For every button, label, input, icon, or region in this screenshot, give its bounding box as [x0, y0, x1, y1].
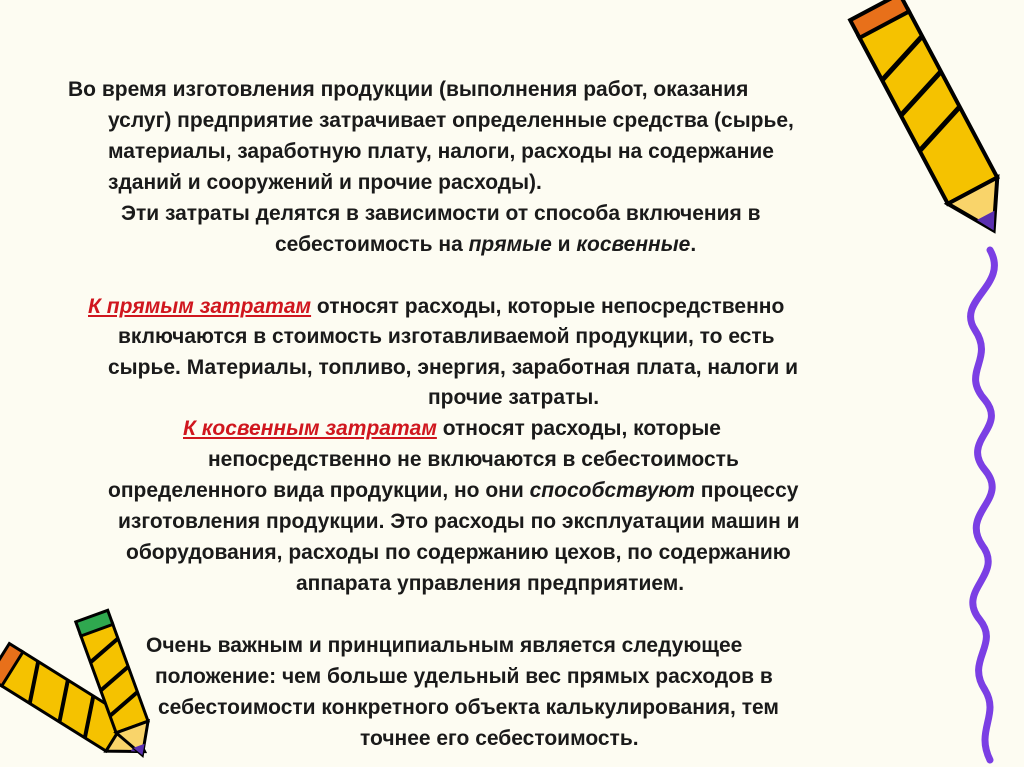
- text-line: оборудования, расходы по содержанию цехов, по содержанию: [126, 541, 791, 564]
- text-line: Эти затраты делятся в зависимости от способа включения в: [121, 202, 761, 225]
- text-line: зданий и сооружений и прочие расходы).: [108, 171, 542, 194]
- text-line: непосредственно не включаются в себестоимость: [208, 448, 739, 471]
- indirect-costs-line: К косвенным затратам относят расходы, которые: [183, 417, 721, 440]
- text-line: положение: чем больше удельный вес прямых расходов в: [155, 665, 773, 688]
- text-line: определенного вида продукции, но они способствуют процессу: [108, 479, 799, 502]
- text-line: материалы, заработную плату, налоги, расходы на содержание: [108, 140, 774, 163]
- text-line: аппарата управления предприятием.: [296, 572, 685, 595]
- italic-term: прямые: [468, 233, 552, 256]
- text-line: себестоимость на прямые и косвенные.: [275, 233, 697, 256]
- indirect-costs-term: К косвенным затратам: [183, 417, 437, 440]
- italic-term: способствуют: [529, 479, 695, 502]
- italic-term: косвенные: [576, 233, 691, 256]
- direct-costs-line: К прямым затратам относят расходы, которые непосредственно: [88, 295, 785, 318]
- text-line: включаются в стоимость изготавливаемой продукции, то есть: [118, 325, 775, 348]
- text-line: сырье. Материалы, топливо, энергия, заработная плата, налоги и: [108, 356, 799, 379]
- text-line: точнее его себестоимость.: [360, 727, 639, 750]
- text-line: прочие затраты.: [428, 386, 600, 409]
- text-line: услуг) предприятие затрачивает определенные средства (сырье,: [108, 109, 794, 132]
- text-line: Во время изготовления продукции (выполнения работ, оказания: [68, 78, 749, 101]
- text-line: Очень важным и принципиальным является следующее: [146, 634, 743, 657]
- text-line: себестоимости конкретного объекта калькулирования, тем: [158, 696, 779, 719]
- squiggle-decoration: [971, 250, 995, 760]
- direct-costs-term: К прямым затратам: [88, 295, 312, 318]
- text-line: изготовления продукции. Это расходы по эксплуатации машин и: [118, 510, 800, 533]
- pencil-icon-top-right: [850, 0, 1018, 244]
